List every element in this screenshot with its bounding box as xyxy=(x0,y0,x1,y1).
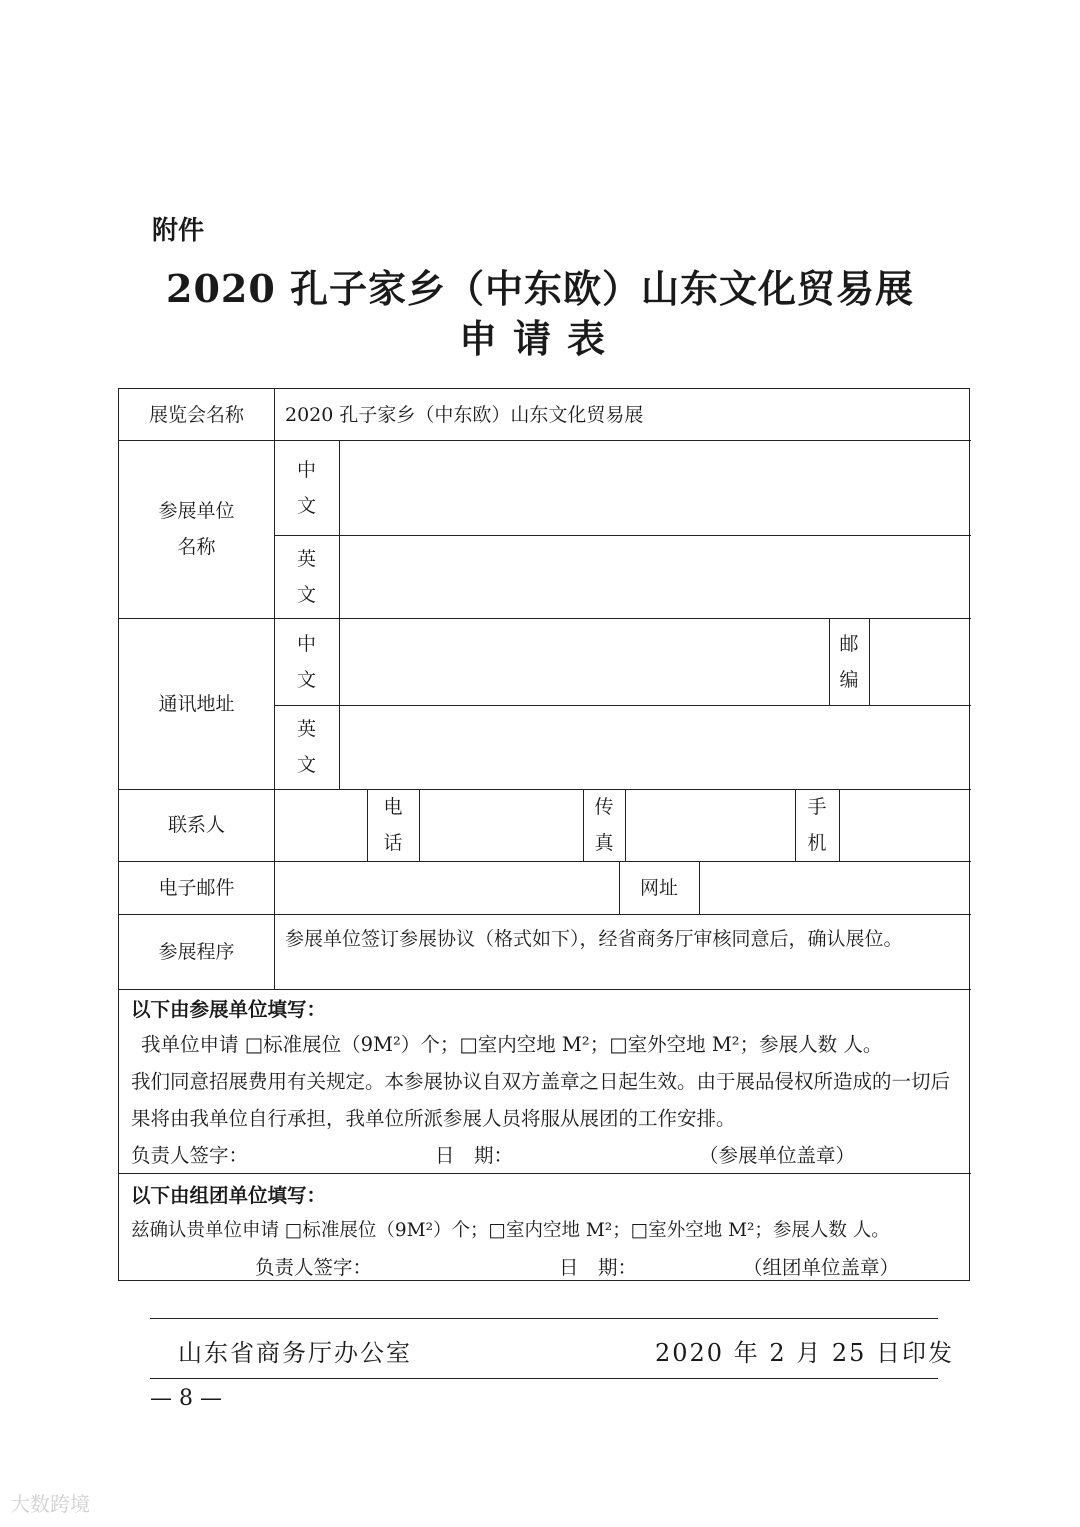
email-field[interactable] xyxy=(274,861,619,914)
exhibitor-agreement-text: 我们同意招展费用有关规定。本参展协议自双方盖章之日起生效。由于展品侵权所造成的一切后果将由我单位自行承担，我单位所派参展人员将服从展团的工作安排。 xyxy=(131,1070,951,1130)
unit-name-label-line2: 名称 xyxy=(177,536,216,558)
page-number: — 8 — xyxy=(150,1386,222,1411)
unit-name-label-line1: 参展单位 xyxy=(158,500,235,522)
watermark: 大数跨境 xyxy=(10,1492,90,1516)
postcode-char-2: 编 xyxy=(839,668,859,691)
english-char-1: 英 xyxy=(296,718,316,740)
footer-bottom-rule xyxy=(150,1378,938,1379)
mobile-label xyxy=(795,789,839,861)
phone-char-1: 电 xyxy=(383,796,403,818)
organizer-seal-label: （组团单位盖章） xyxy=(743,1256,900,1279)
website-field[interactable] xyxy=(699,861,971,914)
issue-date: 2020 年 2 月 25 日印发 xyxy=(655,1339,955,1367)
procedure-text: 参展单位签订参展协议（格式如下），经省商务厅审核同意后，确认展位。 xyxy=(285,928,903,950)
postcode-char-1: 邮 xyxy=(839,632,859,655)
address-english-field[interactable] xyxy=(339,705,971,789)
issuing-office: 山东省商务厅办公室 xyxy=(178,1339,412,1367)
footer-top-rule xyxy=(150,1318,938,1319)
organizer-signature-row xyxy=(131,1249,961,1286)
address-label: 通讯地址 xyxy=(158,692,235,715)
fax-field[interactable] xyxy=(625,789,795,861)
english-char-2: 文 xyxy=(296,583,316,606)
chinese-char-1: 中 xyxy=(296,632,316,655)
website-label: 网址 xyxy=(639,876,678,899)
phone-label xyxy=(367,789,419,861)
unit-name-chinese-field[interactable] xyxy=(339,440,971,535)
procedure-label: 参展程序 xyxy=(158,940,235,963)
postcode-label xyxy=(829,618,869,705)
postcode-field[interactable] xyxy=(869,618,971,705)
exhibitor-signature-label: 负责人签字： xyxy=(131,1144,249,1167)
page-subtitle: 申请表 xyxy=(458,316,621,361)
contact-field[interactable] xyxy=(274,789,367,861)
unit-name-english-field[interactable] xyxy=(339,535,971,618)
address-chinese-field[interactable] xyxy=(339,618,829,705)
organizer-signature-label: 负责人签字： xyxy=(255,1256,373,1279)
exhibition-name-value: 2020 孔子家乡（中东欧）山东文化贸易展 xyxy=(285,403,644,426)
fax-char-1: 传 xyxy=(594,796,614,818)
row-divider xyxy=(119,989,971,990)
chinese-char-2: 文 xyxy=(296,668,316,691)
address-chinese-label xyxy=(274,618,339,705)
exhibition-name-label: 展览会名称 xyxy=(148,403,244,426)
exhibitor-section xyxy=(131,993,961,1173)
organizer-date-label: 日 期： xyxy=(559,1256,638,1279)
phone-char-2: 话 xyxy=(383,832,403,854)
fax-label xyxy=(583,789,625,861)
organizer-heading: 以下由组团单位填写： xyxy=(131,1184,327,1207)
english-char-1: 英 xyxy=(296,547,316,570)
phone-field[interactable] xyxy=(419,789,583,861)
chinese-char-2: 文 xyxy=(296,494,316,517)
fax-char-2: 真 xyxy=(594,832,614,854)
mobile-char-2: 机 xyxy=(807,832,827,854)
contact-label: 联系人 xyxy=(167,814,225,836)
unit-name-label xyxy=(119,440,274,618)
application-form xyxy=(118,388,970,1281)
mobile-field[interactable] xyxy=(839,789,971,861)
mobile-char-1: 手 xyxy=(807,796,827,818)
page-title: 2020 孔子家乡（中东欧）山东文化贸易展 xyxy=(166,266,914,311)
unit-name-chinese-label xyxy=(274,440,339,535)
exhibitor-seal-label: （参展单位盖章） xyxy=(699,1144,856,1167)
english-char-2: 文 xyxy=(296,754,316,776)
attachment-label: 附件 xyxy=(152,216,205,246)
address-english-label xyxy=(274,705,339,789)
exhibitor-heading: 以下由参展单位填写： xyxy=(131,998,327,1021)
exhibitor-signature-row xyxy=(131,1137,961,1174)
email-label: 电子邮件 xyxy=(158,876,235,899)
organizer-section xyxy=(131,1179,961,1279)
exhibitor-date-label: 日 期： xyxy=(435,1144,514,1167)
unit-name-english-label xyxy=(274,535,339,618)
exhibitor-apply-line: 我单位申请 □标准展位（9M²）个；□室内空地 M²；□室外空地 M²；参展人数 人。 xyxy=(141,1033,883,1056)
organizer-confirm-line: 兹确认贵单位申请 □标准展位（9M²）个；□室内空地 M²；□室外空地 M²；参展人数 人。 xyxy=(131,1220,890,1241)
chinese-char-1: 中 xyxy=(296,458,316,481)
